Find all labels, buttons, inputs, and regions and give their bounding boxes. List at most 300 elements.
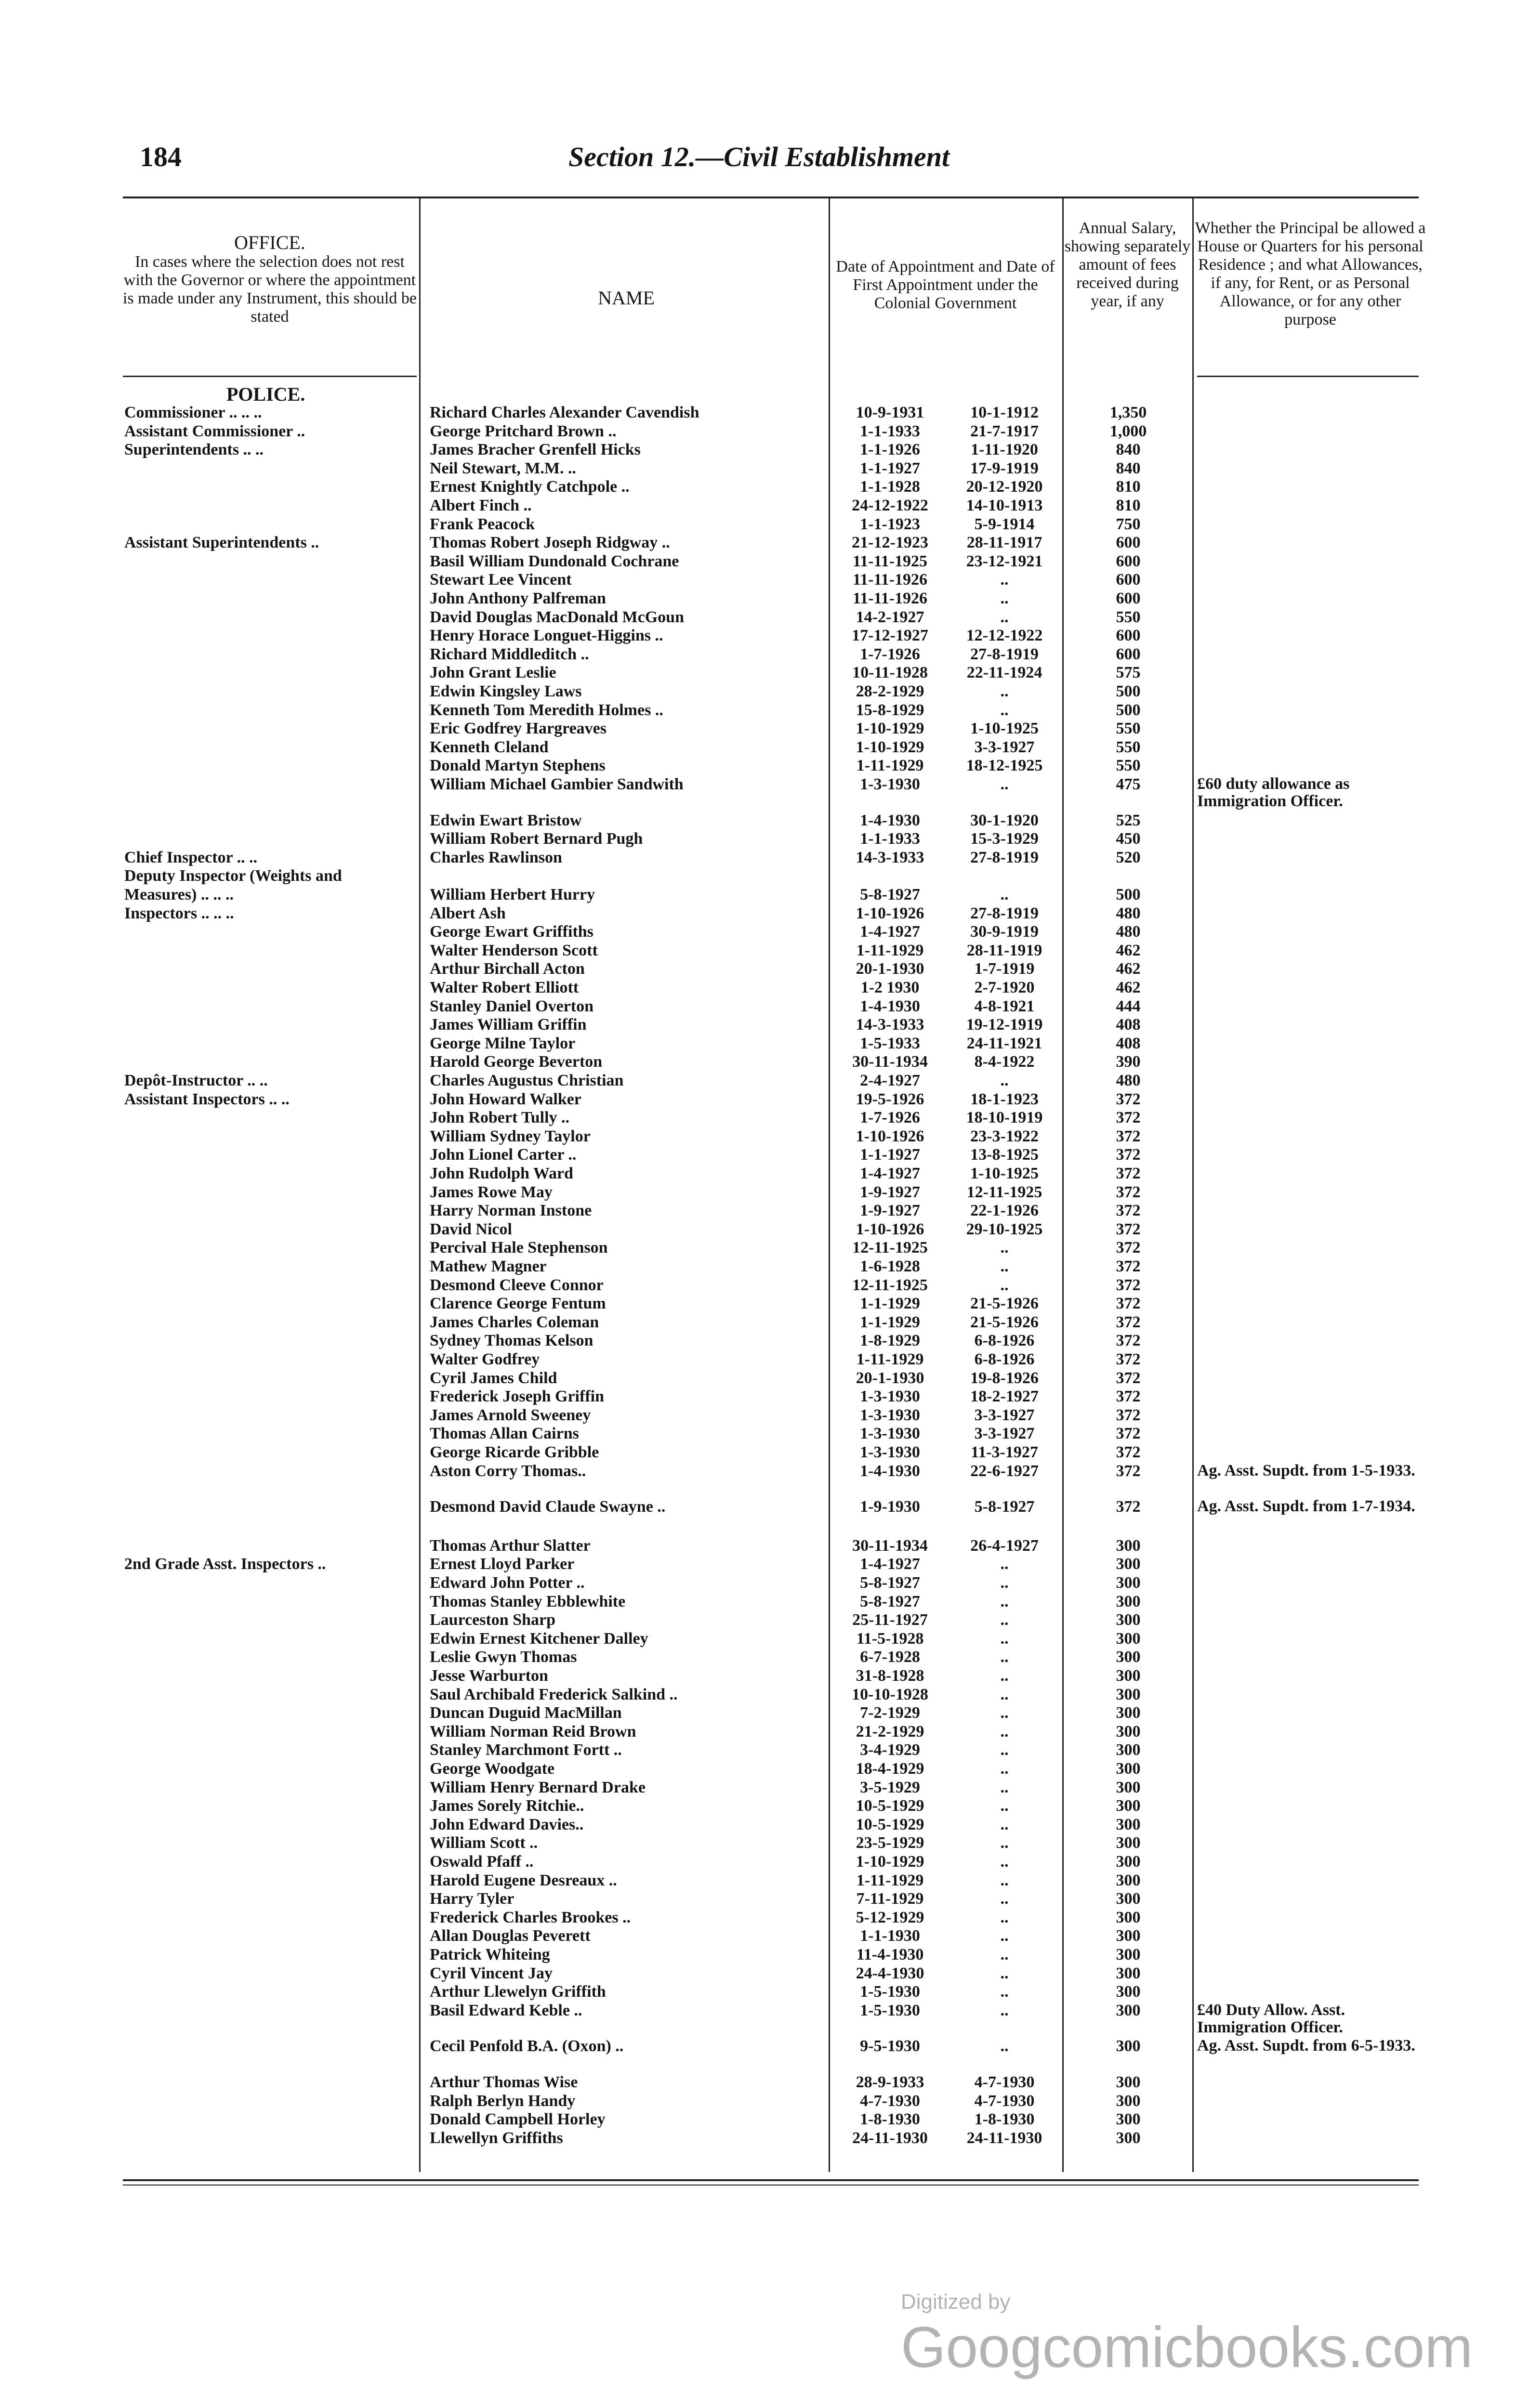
name-cell: Donald Martyn Stephens <box>430 757 606 774</box>
name-cell: Basil Edward Keble .. <box>430 2002 582 2019</box>
appointment-date-cell: 1-9-1927 <box>860 1183 920 1201</box>
first-appointment-date-cell: 30-1-1920 <box>970 811 1039 829</box>
appointment-date-cell: 1-4-1927 <box>860 1555 920 1573</box>
name-cell: Eric Godfrey Hargreaves <box>430 720 607 737</box>
appointment-date-cell: 6-7-1928 <box>860 1648 920 1666</box>
table-row <box>0 1072 1530 1090</box>
appointment-date-cell: 2-4-1927 <box>860 1072 920 1089</box>
table-row <box>0 404 1530 422</box>
table-row <box>0 2129 1530 2147</box>
name-cell: William Robert Bernard Pugh <box>430 830 643 848</box>
name-cell: James Charles Coleman <box>430 1313 599 1331</box>
table-row <box>0 942 1530 960</box>
office-cell: Assistant Commissioner .. <box>124 422 305 440</box>
table-row <box>0 1350 1530 1369</box>
name-cell: Harry Norman Instone <box>430 1202 592 1219</box>
table-row <box>0 1202 1530 1220</box>
table-row <box>0 1704 1530 1722</box>
table-row <box>0 1555 1530 1573</box>
name-cell: Charles Augustus Christian <box>430 1072 624 1089</box>
appointment-date-cell: 1-10-1929 <box>856 1853 924 1871</box>
name-cell: Albert Finch .. <box>430 497 532 514</box>
header-bottom-rule-office <box>123 376 417 377</box>
table-row <box>0 2037 1530 2055</box>
name-cell: John Grant Leslie <box>430 664 556 681</box>
office-cell: Inspectors .. .. .. <box>124 904 234 922</box>
header-office-title: OFFICE. <box>234 232 305 253</box>
name-cell: Mathew Magner <box>430 1257 547 1275</box>
table-row <box>0 1779 1530 1797</box>
first-appointment-date-cell: .. <box>1000 2002 1009 2019</box>
salary-cell: 372 <box>1116 1443 1141 1461</box>
appointment-date-cell: 1-3-1930 <box>860 1387 920 1405</box>
name-cell: Laurceston Sharp <box>430 1611 556 1629</box>
salary-cell: 300 <box>1116 1555 1141 1573</box>
name-cell: Ernest Lloyd Parker <box>430 1555 575 1573</box>
table-row <box>0 1016 1530 1034</box>
name-cell: Arthur Thomas Wise <box>430 2073 578 2091</box>
table-row <box>0 1425 1530 1443</box>
name-cell: Patrick Whiteing <box>430 1946 550 1963</box>
first-appointment-date-cell: .. <box>1000 775 1009 793</box>
appointment-date-cell: 1-1-1933 <box>860 830 920 848</box>
appointment-date-cell: 5-8-1927 <box>860 886 920 903</box>
first-appointment-date-cell: .. <box>1000 886 1009 903</box>
appointment-date-cell: 5-8-1927 <box>860 1574 920 1592</box>
salary-cell: 600 <box>1116 627 1141 644</box>
table-row <box>0 997 1530 1016</box>
first-appointment-date-cell: 23-3-1922 <box>970 1127 1039 1145</box>
first-appointment-date-cell: 3-3-1927 <box>974 738 1035 756</box>
first-appointment-date-cell: .. <box>1000 1611 1009 1629</box>
name-cell: John Lionel Carter .. <box>430 1146 577 1164</box>
name-cell: Edward John Potter .. <box>430 1574 585 1592</box>
salary-cell: 372 <box>1116 1257 1141 1275</box>
name-cell: Oswald Pfaff .. <box>430 1853 534 1871</box>
appointment-date-cell: 1-8-1930 <box>860 2110 920 2128</box>
salary-cell: 372 <box>1116 1090 1141 1108</box>
table-row <box>0 1443 1530 1462</box>
salary-cell: 372 <box>1116 1462 1141 1480</box>
name-cell: George Ricarde Gribble <box>430 1443 599 1461</box>
salary-cell: 600 <box>1116 589 1141 607</box>
table-row <box>0 1537 1530 1555</box>
salary-cell: 300 <box>1116 2037 1141 2055</box>
salary-cell: 600 <box>1116 571 1141 589</box>
salary-cell: 372 <box>1116 1313 1141 1331</box>
first-appointment-date-cell: 18-1-1923 <box>970 1090 1039 1108</box>
first-appointment-date-cell: 19-8-1926 <box>970 1369 1039 1387</box>
appointment-date-cell: 3-4-1929 <box>860 1741 920 1759</box>
salary-cell: 300 <box>1116 1797 1141 1815</box>
table-row <box>0 664 1530 682</box>
first-appointment-date-cell: .. <box>1000 1276 1009 1294</box>
appointment-date-cell: 1-3-1930 <box>860 1406 920 1424</box>
first-appointment-date-cell: 24-11-1930 <box>966 2129 1042 2147</box>
first-appointment-date-cell: 27-8-1919 <box>970 645 1039 663</box>
table-row <box>0 867 1530 885</box>
first-appointment-date-cell: .. <box>1000 589 1009 607</box>
appointment-date-cell: 11-4-1930 <box>856 1946 924 1963</box>
header-name: NAME <box>598 287 655 309</box>
office-cell: Chief Inspector .. .. <box>124 849 258 866</box>
first-appointment-date-cell: 12-11-1925 <box>966 1183 1042 1201</box>
table-row <box>0 1146 1530 1164</box>
table-row <box>0 1313 1530 1332</box>
first-appointment-date-cell: 3-3-1927 <box>974 1425 1035 1442</box>
appointment-date-cell: 1-9-1930 <box>860 1498 920 1516</box>
salary-cell: 500 <box>1116 886 1141 903</box>
salary-cell: 372 <box>1116 1183 1141 1201</box>
table-row <box>0 1053 1530 1071</box>
table-row <box>0 1387 1530 1406</box>
appointment-date-cell: 5-8-1927 <box>860 1593 920 1610</box>
table-row <box>0 534 1530 552</box>
first-appointment-date-cell: 26-4-1927 <box>970 1537 1039 1555</box>
table-row <box>0 701 1530 720</box>
salary-cell: 372 <box>1116 1295 1141 1312</box>
appointment-date-cell: 14-2-1927 <box>856 608 924 626</box>
table-row <box>0 645 1530 664</box>
appointment-date-cell: 19-5-1926 <box>856 1090 924 1108</box>
table-row <box>0 775 1530 810</box>
name-cell: James Arnold Sweeney <box>430 1406 591 1424</box>
first-appointment-date-cell: .. <box>1000 1593 1009 1610</box>
table-row <box>0 1183 1530 1202</box>
appointment-date-cell: 1-1-1923 <box>860 515 920 533</box>
name-cell: Saul Archibald Frederick Salkind .. <box>430 1686 678 1703</box>
table-row <box>0 1090 1530 1109</box>
name-cell: Cyril Vincent Jay <box>430 1964 553 1982</box>
office-cell: Assistant Superintendents .. <box>124 534 319 551</box>
salary-cell: 450 <box>1116 830 1141 848</box>
name-cell: William Norman Reid Brown <box>430 1723 636 1741</box>
table-row <box>0 1723 1530 1741</box>
table-row <box>0 923 1530 941</box>
first-appointment-date-cell: .. <box>1000 1574 1009 1592</box>
salary-cell: 480 <box>1116 904 1141 922</box>
header-date: Date of Appointment and Date of First Appointment under the Colonial Government <box>836 258 1055 312</box>
appointment-date-cell: 5-12-1929 <box>856 1909 924 1926</box>
office-cell: Measures) .. .. .. <box>124 886 234 903</box>
first-appointment-date-cell: .. <box>1000 608 1009 626</box>
table-row <box>0 1034 1530 1053</box>
header-office <box>123 234 417 326</box>
table-row <box>0 1686 1530 1704</box>
appointment-date-cell: 20-1-1930 <box>856 1369 924 1387</box>
appointment-date-cell: 1-3-1930 <box>860 1443 920 1461</box>
first-appointment-date-cell: 12-12-1922 <box>966 627 1043 644</box>
first-appointment-date-cell: 22-6-1927 <box>970 1462 1039 1480</box>
first-appointment-date-cell: 4-7-1930 <box>974 2073 1035 2091</box>
table-row <box>0 552 1530 571</box>
name-cell: Frank Peacock <box>430 515 535 533</box>
watermark-prefix: Digitized by <box>901 2290 1011 2314</box>
table-row <box>0 1797 1530 1815</box>
office-cell: Assistant Inspectors .. .. <box>124 1090 290 1108</box>
watermark-text: Googcomicbooks.com <box>901 2315 1473 2380</box>
table-row <box>0 1462 1530 1480</box>
name-cell: Kenneth Cleland <box>430 738 549 756</box>
salary-cell: 300 <box>1116 1741 1141 1759</box>
appointment-date-cell: 12-11-1925 <box>852 1276 928 1294</box>
appointment-date-cell: 4-7-1930 <box>860 2092 920 2110</box>
name-cell: James Rowe May <box>430 1183 553 1201</box>
appointment-date-cell: 1-4-1930 <box>860 997 920 1015</box>
page-title: Section 12.—Civil Establishment <box>568 141 950 172</box>
salary-cell: 300 <box>1116 1686 1141 1703</box>
name-cell: Leslie Gwyn Thomas <box>430 1648 577 1666</box>
appointment-date-cell: 1-7-1926 <box>860 1109 920 1126</box>
appointment-date-cell: 7-2-1929 <box>860 1704 920 1722</box>
first-appointment-date-cell: .. <box>1000 1853 1009 1871</box>
salary-cell: 300 <box>1116 1834 1141 1852</box>
remark-cell: £40 Duty Allow. Asst. Immigration Officer. <box>1197 2001 1345 2036</box>
appointment-date-cell: 1-10-1926 <box>856 1127 924 1145</box>
first-appointment-date-cell: 15-3-1929 <box>970 830 1039 848</box>
first-appointment-date-cell: 18-2-1927 <box>970 1387 1039 1405</box>
first-appointment-date-cell: 28-11-1919 <box>966 942 1042 959</box>
first-appointment-date-cell: .. <box>1000 1834 1009 1852</box>
appointment-date-cell: 11-11-1925 <box>853 552 927 570</box>
salary-cell: 300 <box>1116 2129 1141 2147</box>
appointment-date-cell: 11-11-1926 <box>853 589 927 607</box>
first-appointment-date-cell: 5-8-1927 <box>974 1498 1035 1516</box>
first-appointment-date-cell: .. <box>1000 1648 1009 1666</box>
appointment-date-cell: 1-5-1930 <box>860 2002 920 2019</box>
salary-cell: 462 <box>1116 942 1141 959</box>
salary-cell: 480 <box>1116 923 1141 941</box>
first-appointment-date-cell: .. <box>1000 1072 1009 1089</box>
name-cell: Thomas Allan Cairns <box>430 1425 579 1442</box>
appointment-date-cell: 10-10-1928 <box>852 1686 928 1703</box>
table-row <box>0 1871 1530 1890</box>
appointment-date-cell: 1-5-1933 <box>860 1034 920 1052</box>
name-cell: James Bracher Grenfell Hicks <box>430 441 641 458</box>
name-cell: Walter Robert Elliott <box>430 979 579 996</box>
name-cell: Llewellyn Griffiths <box>430 2129 563 2147</box>
first-appointment-date-cell: .. <box>1000 1704 1009 1722</box>
salary-cell: 550 <box>1116 608 1141 626</box>
watermark <box>901 2290 1530 2381</box>
salary-cell: 300 <box>1116 1909 1141 1926</box>
name-cell: Cecil Penfold B.A. (Oxon) .. <box>430 2037 624 2055</box>
table-row <box>0 1648 1530 1666</box>
name-cell: David Nicol <box>430 1220 512 1238</box>
appointment-date-cell: 1-8-1929 <box>860 1332 920 1349</box>
salary-cell: 575 <box>1116 664 1141 681</box>
appointment-date-cell: 1-1-1928 <box>860 478 920 496</box>
name-cell: David Douglas MacDonald McGoun <box>430 608 684 626</box>
name-cell: Kenneth Tom Meredith Holmes .. <box>430 701 663 719</box>
appointment-date-cell: 28-9-1933 <box>856 2073 924 2091</box>
salary-cell: 300 <box>1116 1927 1141 1945</box>
page-number: 184 <box>140 141 182 172</box>
appointment-date-cell: 21-2-1929 <box>856 1723 924 1741</box>
salary-cell: 372 <box>1116 1165 1141 1182</box>
name-cell: Allan Douglas Peverett <box>430 1927 591 1945</box>
table-row <box>0 1890 1530 1908</box>
first-appointment-date-cell: .. <box>1000 1686 1009 1703</box>
first-appointment-date-cell: .. <box>1000 682 1009 700</box>
name-cell: Edwin Kingsley Laws <box>430 682 582 700</box>
appointment-date-cell: 1-2 1930 <box>860 979 920 996</box>
salary-cell: 372 <box>1116 1202 1141 1219</box>
name-cell: Edwin Ernest Kitchener Dalley <box>430 1630 648 1648</box>
salary-cell: 300 <box>1116 1574 1141 1592</box>
appointment-date-cell: 1-1-1927 <box>860 459 920 477</box>
table-row <box>0 1667 1530 1685</box>
first-appointment-date-cell: 6-8-1926 <box>974 1332 1035 1349</box>
appointment-date-cell: 1-6-1928 <box>860 1257 920 1275</box>
salary-cell: 840 <box>1116 441 1141 458</box>
salary-cell: 300 <box>1116 2073 1141 2091</box>
table-row <box>0 627 1530 645</box>
table-row <box>0 1909 1530 1927</box>
name-cell: William Henry Bernard Drake <box>430 1779 646 1796</box>
first-appointment-date-cell: 4-7-1930 <box>974 2092 1035 2110</box>
name-cell: Duncan Duguid MacMillan <box>430 1704 622 1722</box>
first-appointment-date-cell: .. <box>1000 1871 1009 1889</box>
salary-cell: 300 <box>1116 1871 1141 1889</box>
name-cell: George Woodgate <box>430 1760 555 1778</box>
name-cell: Donald Campbell Horley <box>430 2110 606 2128</box>
appointment-date-cell: 9-5-1930 <box>860 2037 920 2055</box>
salary-cell: 300 <box>1116 1816 1141 1833</box>
name-cell: Henry Horace Longuet-Higgins .. <box>430 627 663 644</box>
name-cell: Walter Henderson Scott <box>430 942 598 959</box>
name-cell: Albert Ash <box>430 904 506 922</box>
first-appointment-date-cell: .. <box>1000 1890 1009 1908</box>
name-cell: Sydney Thomas Kelson <box>430 1332 594 1349</box>
table-row <box>0 738 1530 757</box>
first-appointment-date-cell: 18-10-1919 <box>966 1109 1043 1126</box>
appointment-date-cell: 3-5-1929 <box>860 1779 920 1796</box>
salary-cell: 300 <box>1116 1853 1141 1871</box>
salary-cell: 550 <box>1116 738 1141 756</box>
appointment-date-cell: 1-1-1927 <box>860 1146 920 1164</box>
salary-cell: 810 <box>1116 497 1141 514</box>
salary-cell: 372 <box>1116 1498 1141 1516</box>
name-cell: Desmond David Claude Swayne .. <box>430 1498 666 1516</box>
salary-cell: 550 <box>1116 757 1141 774</box>
table-row <box>0 1927 1530 1945</box>
table-row <box>0 1257 1530 1276</box>
first-appointment-date-cell: .. <box>1000 1983 1009 2001</box>
appointment-date-cell: 15-8-1929 <box>856 701 924 719</box>
table-row <box>0 1946 1530 1964</box>
table-row <box>0 1109 1530 1127</box>
first-appointment-date-cell: 18-12-1925 <box>966 757 1043 774</box>
name-cell: Neil Stewart, M.M. .. <box>430 459 577 477</box>
table-row <box>0 2110 1530 2129</box>
salary-cell: 600 <box>1116 534 1141 551</box>
appointment-date-cell: 14-3-1933 <box>856 1016 924 1034</box>
salary-cell: 372 <box>1116 1220 1141 1238</box>
salary-cell: 372 <box>1116 1109 1141 1126</box>
salary-cell: 462 <box>1116 960 1141 978</box>
appointment-date-cell: 1-4-1927 <box>860 1165 920 1182</box>
table-row <box>0 1760 1530 1778</box>
salary-cell: 300 <box>1116 1890 1141 1908</box>
table-row <box>0 2092 1530 2110</box>
appointment-date-cell: 14-3-1933 <box>856 849 924 866</box>
first-appointment-date-cell: 27-8-1919 <box>970 849 1039 866</box>
table-row <box>0 1369 1530 1387</box>
first-appointment-date-cell: .. <box>1000 2037 1009 2055</box>
salary-cell: 300 <box>1116 1983 1141 2001</box>
table-row <box>0 849 1530 867</box>
first-appointment-date-cell: .. <box>1000 1667 1009 1685</box>
table-bottom-rule-2 <box>123 2185 1419 2186</box>
table-row <box>0 2001 1530 2036</box>
name-cell: Harry Tyler <box>430 1890 514 1908</box>
table-row <box>0 1220 1530 1239</box>
table-row <box>0 441 1530 459</box>
first-appointment-date-cell: .. <box>1000 1964 1009 1982</box>
name-cell: James William Griffin <box>430 1016 587 1034</box>
name-cell: Stewart Lee Vincent <box>430 571 572 589</box>
table-bottom-rule <box>123 2179 1419 2181</box>
salary-cell: 480 <box>1116 1072 1141 1089</box>
first-appointment-date-cell: 13-8-1925 <box>970 1146 1039 1164</box>
salary-cell: 300 <box>1116 2092 1141 2110</box>
first-appointment-date-cell: .. <box>1000 571 1009 589</box>
first-appointment-date-cell: 27-8-1919 <box>970 904 1039 922</box>
first-appointment-date-cell: 1-8-1930 <box>974 2110 1035 2128</box>
office-cell: Superintendents .. .. <box>124 441 264 458</box>
appointment-date-cell: 17-12-1927 <box>852 627 928 644</box>
appointment-date-cell: 10-5-1929 <box>856 1797 924 1815</box>
appointment-date-cell: 20-1-1930 <box>856 960 924 978</box>
name-cell: Stanley Marchmont Fortt .. <box>430 1741 622 1759</box>
first-appointment-date-cell: 14-10-1913 <box>966 497 1043 514</box>
salary-cell: 372 <box>1116 1387 1141 1405</box>
table-row <box>0 886 1530 904</box>
appointment-date-cell: 1-11-1929 <box>856 757 924 774</box>
name-cell: Arthur Birchall Acton <box>430 960 585 978</box>
appointment-date-cell: 23-5-1929 <box>856 1834 924 1852</box>
appointment-date-cell: 24-12-1922 <box>852 497 928 514</box>
salary-cell: 300 <box>1116 1667 1141 1685</box>
table-row <box>0 1611 1530 1629</box>
appointment-date-cell: 1-10-1926 <box>856 1220 924 1238</box>
name-cell: John Rudolph Ward <box>430 1165 573 1182</box>
table-row <box>0 515 1530 534</box>
name-cell: Jesse Warburton <box>430 1667 548 1685</box>
first-appointment-date-cell: .. <box>1000 1239 1009 1256</box>
name-cell: Cyril James Child <box>430 1369 557 1387</box>
salary-cell: 300 <box>1116 1946 1141 1963</box>
first-appointment-date-cell: .. <box>1000 1779 1009 1796</box>
table-row <box>0 1239 1530 1257</box>
salary-cell: 300 <box>1116 1723 1141 1741</box>
table-row <box>0 960 1530 978</box>
salary-cell: 372 <box>1116 1127 1141 1145</box>
first-appointment-date-cell: .. <box>1000 1816 1009 1833</box>
first-appointment-date-cell: 1-7-1919 <box>974 960 1035 978</box>
salary-cell: 750 <box>1116 515 1141 533</box>
first-appointment-date-cell: 1-11-1920 <box>971 441 1038 458</box>
salary-cell: 300 <box>1116 2110 1141 2128</box>
name-cell: James Sorely Ritchie.. <box>430 1797 584 1815</box>
appointment-date-cell: 1-3-1930 <box>860 1425 920 1442</box>
remark-cell: Ag. Asst. Supdt. from 1-5-1933. <box>1197 1462 1415 1479</box>
salary-cell: 500 <box>1116 701 1141 719</box>
salary-cell: 475 <box>1116 775 1141 793</box>
salary-cell: 372 <box>1116 1406 1141 1424</box>
salary-cell: 300 <box>1116 2002 1141 2019</box>
